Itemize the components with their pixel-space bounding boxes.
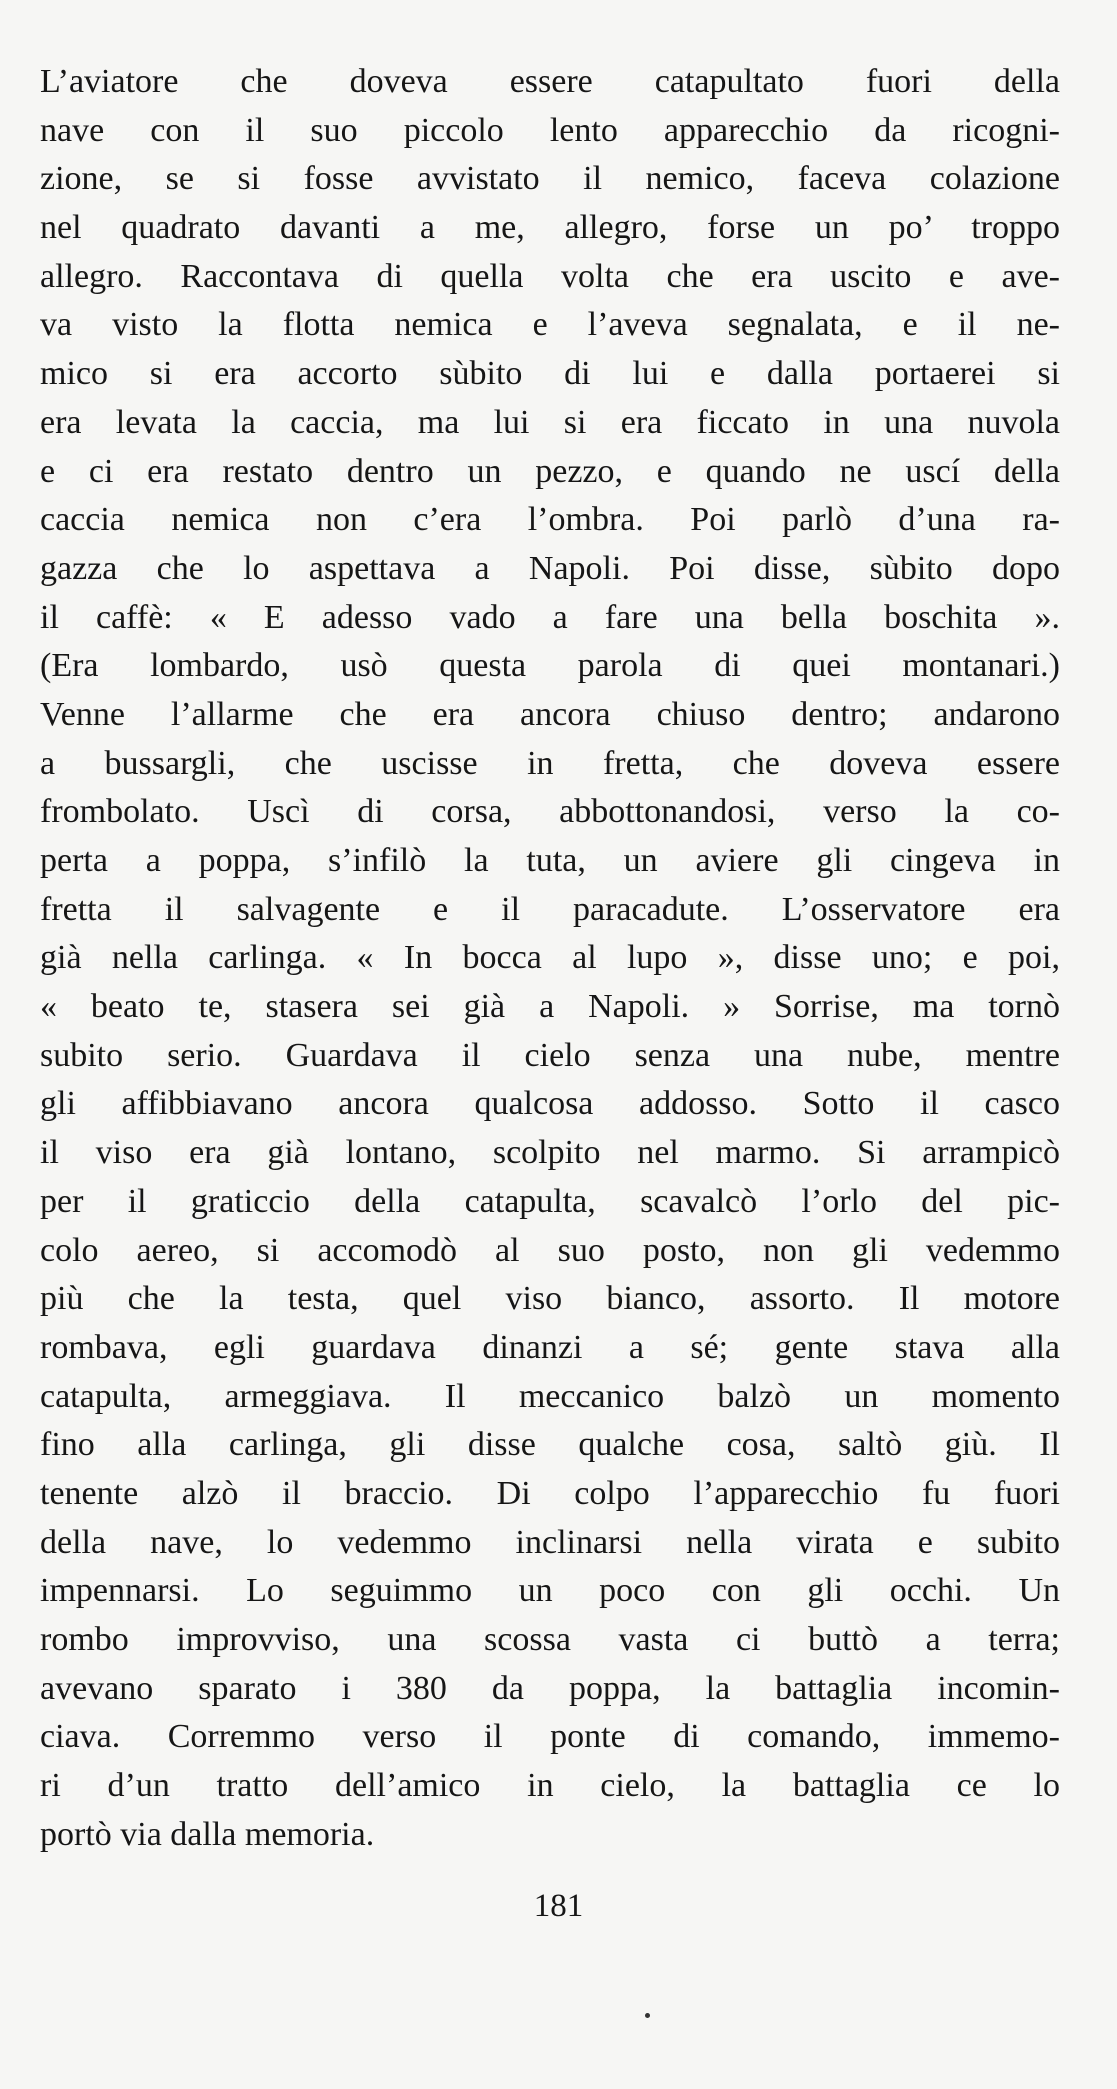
text-line-34: avevano sparato i 380 da poppa, la battaglia incomin- — [40, 1669, 1060, 1707]
text-line-33: rombo improvviso, una scossa vasta ci buttò a terra; — [40, 1621, 1060, 1658]
text-line-16: frombolato. Uscì di corsa, abbottonandosi, verso la co- — [40, 793, 1060, 831]
ink-speck — [645, 2013, 650, 2018]
text-line-32: impennarsi. Lo seguimmo un poco con gli occhi. Un — [40, 1572, 1060, 1610]
text-line-30: tenente alzò il braccio. Di colpo l’apparecchio fu fuori — [40, 1474, 1060, 1512]
body-text — [40, 58, 1060, 1859]
text-line-27: rombava, egli guardava dinanzi a sé; gente stava alla — [40, 1328, 1060, 1366]
text-line-24: per il graticcio della catapulta, scavalcò l’orlo del pic- — [40, 1182, 1060, 1220]
text-line-3: zione, se si fosse avvistato il nemico, faceva colazione — [40, 160, 1060, 198]
text-line-26: più che la testa, quel viso bianco, assorto. Il motore — [40, 1280, 1060, 1318]
text-line-5: allegro. Raccontava di quella volta che era uscito e ave- — [40, 257, 1060, 295]
page-number: 181 — [533, 1888, 584, 1924]
text-line-20: « beato te, stasera sei già a Napoli. » Sorrise, ma tornò — [40, 988, 1060, 1026]
text-line-35: ciava. Corremmo verso il ponte di comando, immemo- — [40, 1718, 1060, 1756]
text-line-1: L’aviatore che doveva essere catapultato fuori della — [40, 63, 1060, 100]
text-line-37: portò via dalla memoria. — [40, 1815, 375, 1853]
text-line-12: il caffè: « E adesso vado a fare una bella boschita ». — [40, 598, 1060, 636]
text-line-28: catapulta, armeggiava. Il meccanico balzò un momento — [40, 1377, 1060, 1415]
text-line-14: Venne l’allarme che era ancora chiuso dentro; andarono — [40, 695, 1060, 733]
text-line-10: caccia nemica non c’era l’ombra. Poi parlò d’una ra- — [40, 501, 1060, 539]
text-line-8: era levata la caccia, ma lui si era ficcato in una nuvola — [40, 403, 1060, 441]
text-line-2: nave con il suo piccolo lento apparecchio da ricogni- — [40, 111, 1060, 149]
text-line-22: gli affibbiavano ancora qualcosa addosso. Sotto il casco — [40, 1085, 1060, 1123]
text-line-36: ri d’un tratto dell’amico in cielo, la battaglia ce lo — [40, 1767, 1060, 1805]
text-line-19: già nella carlinga. « In bocca al lupo », disse uno; e poi, — [40, 939, 1060, 977]
text-line-15: a bussargli, che uscisse in fretta, che doveva essere — [40, 744, 1060, 782]
text-line-7: mico si era accorto sùbito di lui e dalla portaerei si — [40, 355, 1060, 393]
text-line-31: della nave, lo vedemmo inclinarsi nella virata e subito — [40, 1523, 1060, 1561]
text-line-6: va visto la flotta nemica e l’aveva segnalata, e il ne- — [40, 306, 1060, 344]
text-line-11: gazza che lo aspettava a Napoli. Poi disse, sùbito dopo — [40, 549, 1060, 587]
text-line-18: fretta il salvagente e il paracadute. L’osservatore era — [40, 890, 1060, 928]
text-line-9: e ci era restato dentro un pezzo, e quando ne uscí della — [40, 452, 1060, 490]
text-line-23: il viso era già lontano, scolpito nel marmo. Si arrampicò — [40, 1134, 1060, 1172]
text-line-13: (Era lombardo, usò questa parola di quei montanari.) — [40, 647, 1060, 685]
text-line-17: perta a poppa, s’infilò la tuta, un aviere gli cingeva in — [40, 842, 1060, 879]
text-line-25: colo aereo, si accomodò al suo posto, non gli vedemmo — [40, 1231, 1060, 1269]
text-line-29: fino alla carlinga, gli disse qualche cosa, saltò giù. Il — [40, 1426, 1060, 1464]
text-line-4: nel quadrato davanti a me, allegro, forse un po’ troppo — [40, 209, 1060, 247]
text-line-21: subito serio. Guardava il cielo senza una nube, mentre — [40, 1036, 1060, 1074]
